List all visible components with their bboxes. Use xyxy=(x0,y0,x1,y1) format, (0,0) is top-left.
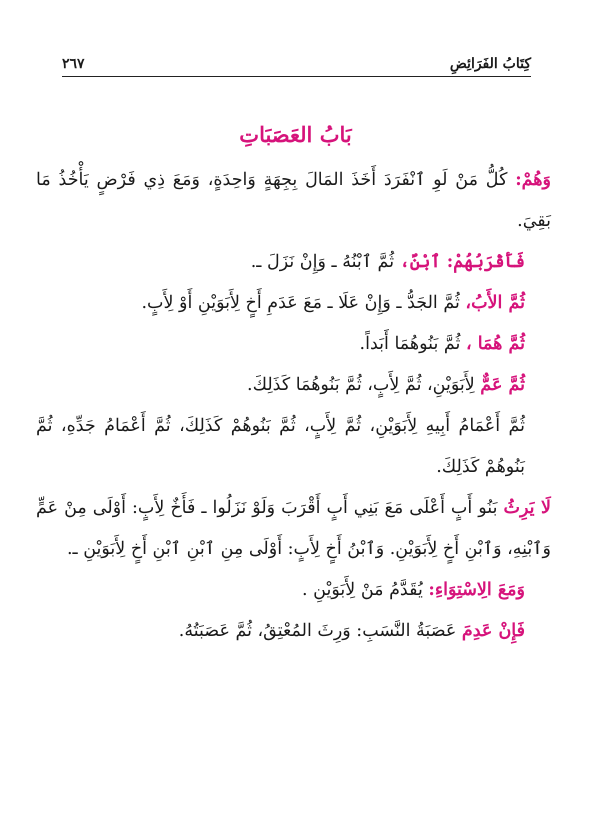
paragraph-nearest xyxy=(36,242,551,283)
paragraph-text: ثُمَّ الجَدُّ ـ وَإِنْ عَلَا ـ مَعَ عَدَمِ أَخٍ لِأَبَوَيْنِ أَوْ لِأَبٍ. xyxy=(141,293,466,313)
paragraph-text: يُقَدَّمُ مَنْ لِأَبَوَيْنِ . xyxy=(302,580,429,600)
paragraph-freed xyxy=(36,611,551,652)
paragraph-text: عَصَبَةُ النَّسَبِ: وَرِثَ المُعْتِقُ، ثُمَّ عَصَبَتُهُ. xyxy=(178,621,462,641)
paragraph-text: ثُمَّ ٱبْنُهُ ـ وَإِنْ نَزَلَ ـ. xyxy=(250,252,400,272)
page-number: ٢٦٧ xyxy=(62,56,85,72)
page-header xyxy=(62,50,531,77)
paragraph-lead: ثُمَّ هُمَا ، xyxy=(465,334,525,354)
chapter-title: بَابُ العَصَبَاتِ xyxy=(239,122,352,148)
paragraph-text: ثُمَّ أَعْمَامُ أَبِيهِ لِأَبَوَيْنِ، ثُمَّ لِأَبٍ، ثُمَّ بَنُوهُمْ كَذَلِكَ، ثُمَّ أَعْمَامُ جَدِّهِ، ثُمَّ بَنُوهُمْ كَذَلِكَ. xyxy=(36,416,525,477)
paragraph-uncle xyxy=(36,365,551,406)
paragraph-text: لِأَبَوَيْنِ، ثُمَّ لِأَبٍ، ثُمَّ بَنُوهُمَا كَذَلِكَ. xyxy=(247,375,481,395)
paragraph-lead: وَمَعَ الِاسْتِوَاءِ: xyxy=(428,580,525,600)
paragraph-lead: وَهُمْ: xyxy=(515,170,551,190)
paragraph-lead: ثُمَّ عَمٌّ xyxy=(480,375,525,395)
paragraph-lead: لَا يَرِثُ xyxy=(503,498,551,518)
paragraph-equality xyxy=(36,570,551,611)
paragraph-uncles xyxy=(36,406,551,488)
paragraph-both xyxy=(36,324,551,365)
paragraph-lead: فَإِنْ عَدِمَ xyxy=(461,621,525,641)
paragraph-text: ثُمَّ بَنُوهُمَا أَبَداً. xyxy=(359,334,466,354)
paragraph-text: بَنُو أَبٍ أَعْلَى مَعَ بَنِي أَبٍ أَقْرَبَ وَلَوْ نَزَلُوا ـ فَأَخٌ لِأَبٍ: أَوْلَى مِنْ عَمٍّ وَٱبْنِهِ، وَٱبْنِ أَخٍ لِأَبَوَيْنِ. وَٱبْنُ أَخٍ لِأَبٍ: أَوْلَى مِنِ ٱبْنِ ٱبْنِ أَخٍ لِأَبَوَيْنِ ـ. xyxy=(36,498,551,559)
paragraph-father xyxy=(36,283,551,324)
paragraph-lead: فَأَقْرَبُهُمْ: ٱبْنٌ، xyxy=(399,252,525,272)
running-title: كِتَابُ الفَرَائِضِ xyxy=(449,56,531,72)
paragraph-no-inherit xyxy=(36,488,551,570)
paragraph-definition xyxy=(36,160,551,242)
main-text xyxy=(36,160,551,652)
paragraph-lead: ثُمَّ الأَبُ، xyxy=(465,293,525,313)
paragraph-text: كُلُّ مَنْ لَوِ ٱنْفَرَدَ أَخَذَ المَالَ بِجِهَةٍ وَاحِدَةٍ، وَمَعَ ذِي فَرْضٍ يَأْخُذُ مَا بَقِيَ. xyxy=(36,170,551,231)
